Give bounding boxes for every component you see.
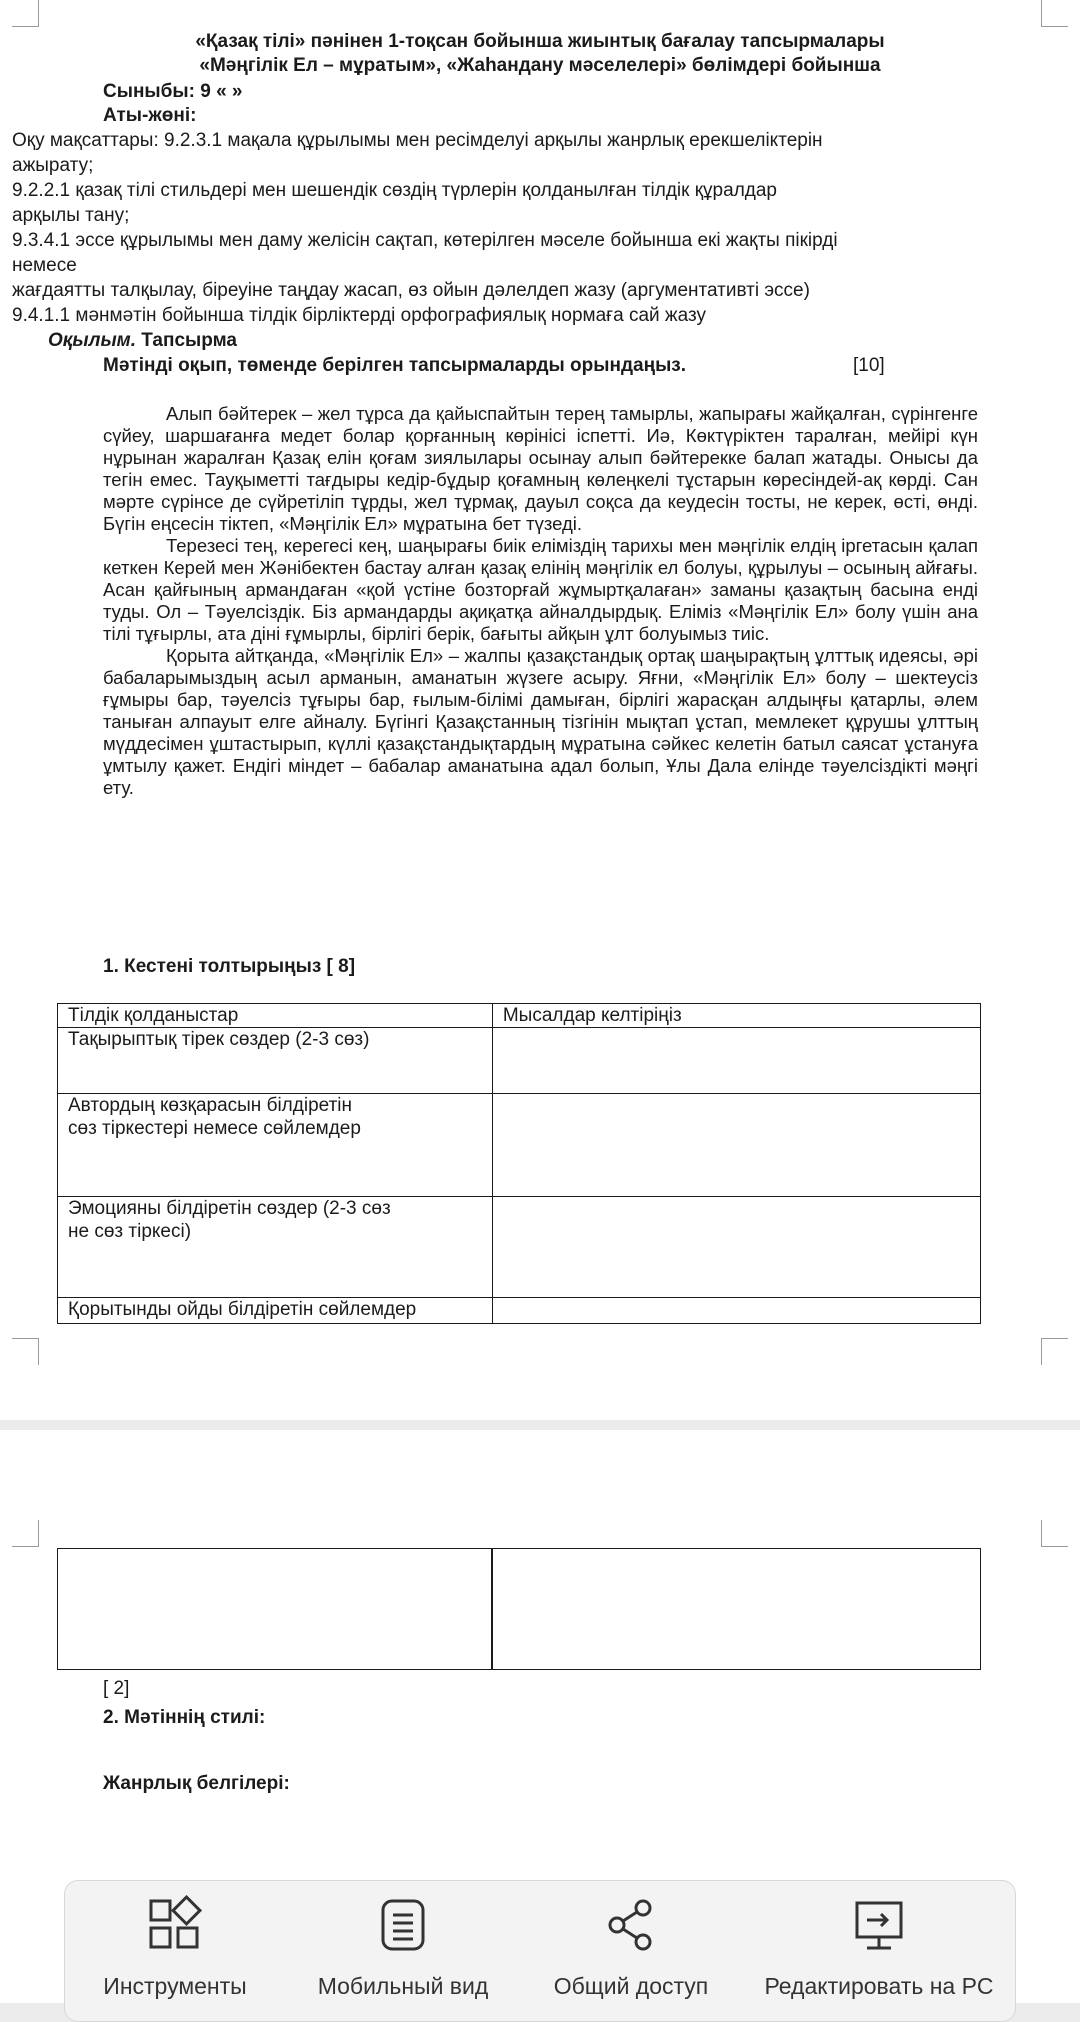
table-cell: Автордың көзқарасын білдіретін сөз тіркестері немесе сөйлемдер	[58, 1094, 493, 1197]
tools-button[interactable]	[65, 1895, 285, 2000]
table-header-row	[58, 1004, 981, 1028]
header-title-line2: «Мәңгілік Ел – мұратым», «Жаһандану мәселелері» бөлімдері бойынша	[199, 55, 881, 76]
class-label: Сыныбы: 9 « »	[103, 81, 243, 102]
tools-icon	[145, 1895, 205, 1955]
answer-cell[interactable]	[492, 1094, 980, 1197]
edit-on-pc-icon	[849, 1895, 909, 1955]
objectives-line: 9.4.1.1 мәнмәтін бойынша тілдік бірліктерді орфографиялық нормаға сай жазу	[12, 305, 706, 326]
answer-cell[interactable]	[492, 1028, 980, 1094]
reading-paragraph: Терезесі тең, керегесі кең, шаңырағы биік еліміздің тарихы мен мәңгілік елдің іргетасын қалап кеткен Керей мен Жәнібектен бастау алған қазақ елінің мәңгілік ел болуы, құрылуы – осының айғағы. Асан қайғының армандаған «қой үстіне бозторғай жұмыртқалаған» заманы қазақтың басына енді туды. Ол – Тәуелсіздік. Біз армандарды ақиқатқа айналдырдық. Еліміз «Мәңгілік Ел» болу үшін ана тілі тұғырлы, ата діні ғұмырлы, бірлігі берік, бағыты айқын ұлт болуымыз тиіс.	[103, 535, 978, 644]
objectives-line: 9.2.2.1 қазақ тілі стильдері мен шешендік сөздің түрлерін қолданылған тілдік құралдар	[12, 180, 778, 201]
share-button[interactable]	[521, 1895, 741, 2000]
table-row	[58, 1028, 981, 1094]
objectives-line: 9.3.4.1 эссе құрылымы мен даму желісін сақтап, көтерілген мәселе бойынша екі жақты пікірді	[12, 230, 838, 251]
task-label: Тапсырма	[141, 330, 237, 351]
mobile-view-icon	[373, 1895, 433, 1955]
reading-paragraph: Қорыта айтқанда, «Мәңгілік Ел» – жалпы қазақстандық ортақ шаңырақтың ұлттық идеясы, әрі бабаларымыздың асыл арманын, аманатын жүзеге асыру. Яғни, «Мәңгілік Ел» болу – шектеусіз ғұмыры бар, тәуелсіз тұғыры бар, ғылым-білімі дамыған, бірлігі жарасқан алдыңғы қатарлы, әлем таныған алпауыт елге айналу. Бүгінгі Қазақстанның тізгінін мықтап ұстап, мемлекет құрушы ұлттың мүддесімен ұштастырып, күллі қазақстандықтардың мұратына сәйкес келетін батыл саясат ұстануға ұмтылу қажет. Ендігі міндет – бабалар аманатына адал болып, Ұлы Дала елінде тәуелсіздікті мәңгі ету.	[103, 645, 978, 798]
objectives-line: немесе	[12, 255, 77, 276]
question-1-title: 1. Кестені толтырыңыз [ 8]	[103, 956, 356, 977]
table-cell: Тақырыптық тірек сөздер (2-3 сөз)	[58, 1028, 493, 1094]
header-title-line1: «Қазақ тілі» пәнінен 1-тоқсан бойынша жиынтық бағалау тапсырмалары	[195, 31, 885, 52]
page-corner-mark	[12, 1338, 39, 1365]
table-header-cell: Мысалдар келтіріңіз	[492, 1004, 980, 1028]
table-points: [ 2]	[103, 1678, 130, 1699]
tools-label: Инструменты	[103, 1973, 247, 1999]
table-row	[58, 1197, 981, 1298]
language-usage-table	[57, 1003, 981, 1324]
mobile-view-label: Мобильный вид	[317, 1973, 489, 1999]
share-icon	[601, 1895, 661, 1955]
page-corner-mark	[12, 0, 39, 27]
objectives-line: арқылы тану;	[12, 205, 130, 226]
task-heading	[48, 328, 237, 353]
reading-paragraph: Алып бәйтерек – жел тұрса да қайыспайтын терең тамырлы, жапырағы жайқалған, сүрінгенге сүйеу, шаршағанға медет болар қорғанның көрінісі іспетті. Иә, Көктүріктен таралған, мейірі күн нұрынан жаралған Қазақ елін қоғам зиялылары осынау алып бәйтерекке балап жатады. Онысы да тегін емес. Тауқыметті тағдыры кедір-бұдыр қоғамның көлеңкелі тұстарын көресіндей-ақ көрді. Сан мәрте сүрінсе де сүйретіліп тұрды, жел тұрмақ, дауыл соқса да кеудесін тосты, не керек, өсті, өнді. Бүгін еңсесін тіктеп, «Мәңгілік Ел» мұратына бет түзеді.	[103, 403, 978, 534]
objectives-label: Оқу мақсаттары:	[12, 130, 159, 151]
name-label: Аты-жөні:	[103, 105, 197, 126]
page-corner-mark	[1041, 1338, 1068, 1365]
task-instruction: Мәтінді оқып, төменде берілген тапсырмаларды орындаңыз.	[103, 355, 687, 376]
mobile-view-button[interactable]	[293, 1895, 513, 2000]
question-2-title: 2. Мәтіннің стилі:	[103, 1707, 266, 1728]
share-label: Общий доступ	[553, 1973, 709, 1999]
table-cell: Қорытынды ойды білдіретін сөйлемдер	[58, 1298, 493, 1324]
edit-on-pc-button[interactable]	[749, 1895, 1009, 2000]
edit-on-pc-label: Редактировать на PC	[764, 1973, 994, 1999]
objectives-line: жағдаятты талқылау, біреуіне таңдау жасап, өз ойын дәлелдеп жазу (аргументативті эссе)	[12, 280, 810, 301]
page-corner-mark	[1041, 1520, 1068, 1547]
table-row	[58, 1298, 981, 1324]
objectives-line: ажырату;	[12, 155, 94, 176]
objectives-line-1: Оқу мақсаттары: 9.2.3.1 мақала құрылымы мен ресімделуі арқылы жанрлық ерекшеліктерін	[12, 130, 823, 151]
bottom-toolbar	[64, 1880, 1016, 2022]
answer-cell[interactable]	[492, 1298, 980, 1324]
answer-cell[interactable]	[492, 1197, 980, 1298]
continued-table	[57, 1548, 981, 1670]
reading-section-label: Оқылым.	[48, 330, 137, 351]
table-cell: Эмоцияны білдіретін сөздер (2-3 сөз не сөз тіркесі)	[58, 1197, 493, 1298]
task-points: [10]	[853, 355, 885, 376]
genre-features-label: Жанрлық белгілері:	[103, 1773, 290, 1794]
table-header-cell: Тілдік қолданыстар	[58, 1004, 493, 1028]
page-corner-mark	[1041, 0, 1068, 27]
page-corner-mark	[12, 1520, 39, 1547]
table-divider	[491, 1549, 493, 1669]
reading-text	[103, 403, 978, 799]
table-row	[58, 1094, 981, 1197]
